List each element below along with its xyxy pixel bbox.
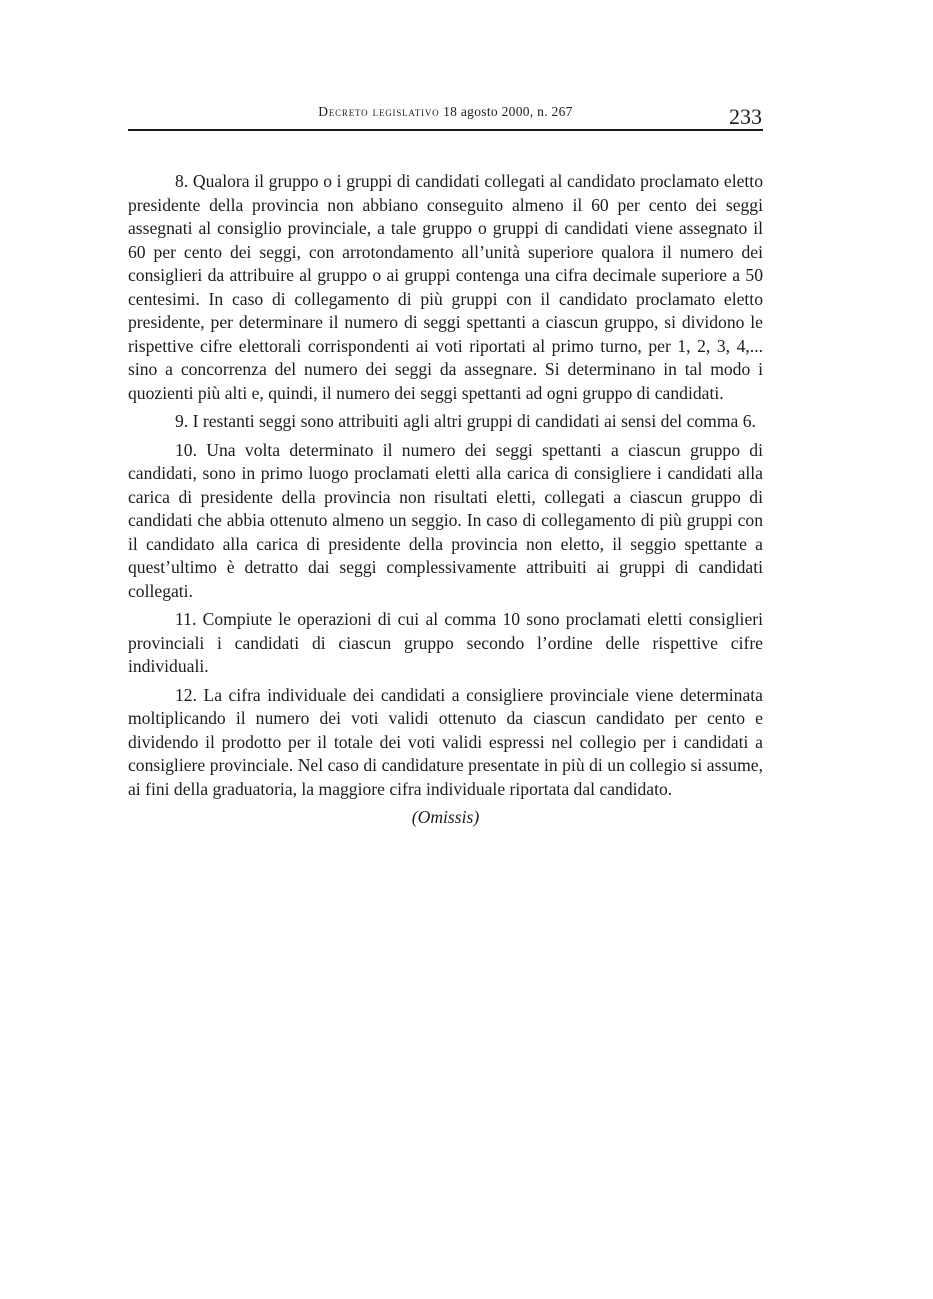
running-head-decree-date: 18 agosto 2000, n. 267 (439, 104, 573, 119)
paragraph-comma-8: 8. Qualora il gruppo o i gruppi di candidati collegati al candidato proclamato eletto presidente della provincia non abbiano conseguito almeno il 60 per cento dei seggi assegnati al consiglio provinciale, a tale gruppo o gruppi di candidati viene assegnato il 60 per cento dei seggi, con arrotondamento all’unità superiore qualora il numero dei consiglieri da attribuire al gruppo o ai gruppi contenga una cifra decimale superiore a 50 centesimi. In caso di collegamento di più gruppi con il candidato proclamato eletto presidente, per determinare il numero di seggi spettanti a ciascun gruppo, si dividono le rispettive cifre elettorali corrispondenti ai voti riportati al primo turno, per 1, 2, 3, 4,... sino a concorrenza del numero dei seggi da assegnare. Si determinano in tal modo i quozienti più alti e, quindi, il numero dei seggi spettanti ad ogni gruppo di candidati. (128, 171, 763, 403)
running-head (128, 94, 763, 128)
page-number: 233 (729, 104, 762, 129)
document-body (128, 170, 763, 835)
omissis-note: (Omissis) (411, 807, 480, 827)
paragraph-comma-10: 10. Una volta determinato il numero dei seggi spettanti a ciascun gruppo di candidati, sono in primo luogo proclamati eletti alla carica di consigliere i candidati alla carica di presidente della provincia non risultati eletti, collegati a ciascun gruppo di candidati che abbia ottenuto almeno un seggio. In caso di collegamento di più gruppi con il candidato alla carica di presidente della provincia non eletto, il seggio spettante a quest’ultimo è detratto dai seggi complessivamente attribuiti ai gruppi di candidati collegati. (128, 439, 763, 601)
running-head-title (128, 104, 763, 120)
paragraph-comma-12: 12. La cifra individuale dei candidati a consigliere provinciale viene determinata moltiplicando il numero dei voti validi ottenuto da ciascun candidato per cento e dividendo il prodotto per il totale dei voti validi espressi nel collegio per i candidati a consigliere provinciale. Nel caso di candidature presentate in più di un collegio si assume, ai fini della graduatoria, la maggiore cifra individuale riportata dal candidato. (128, 684, 763, 799)
header-rule (128, 129, 763, 131)
paragraph-comma-11: 11. Compiute le operazioni di cui al comma 10 sono proclamati eletti consiglieri provinciali i candidati di ciascun gruppo secondo l’ordine delle rispettive cifre individuali. (128, 609, 763, 676)
paragraph-comma-9: 9. I restanti seggi sono attribuiti agli altri gruppi di candidati ai sensi del comma 6. (175, 411, 756, 431)
running-head-decree-name: Decreto legislativo (318, 104, 440, 119)
